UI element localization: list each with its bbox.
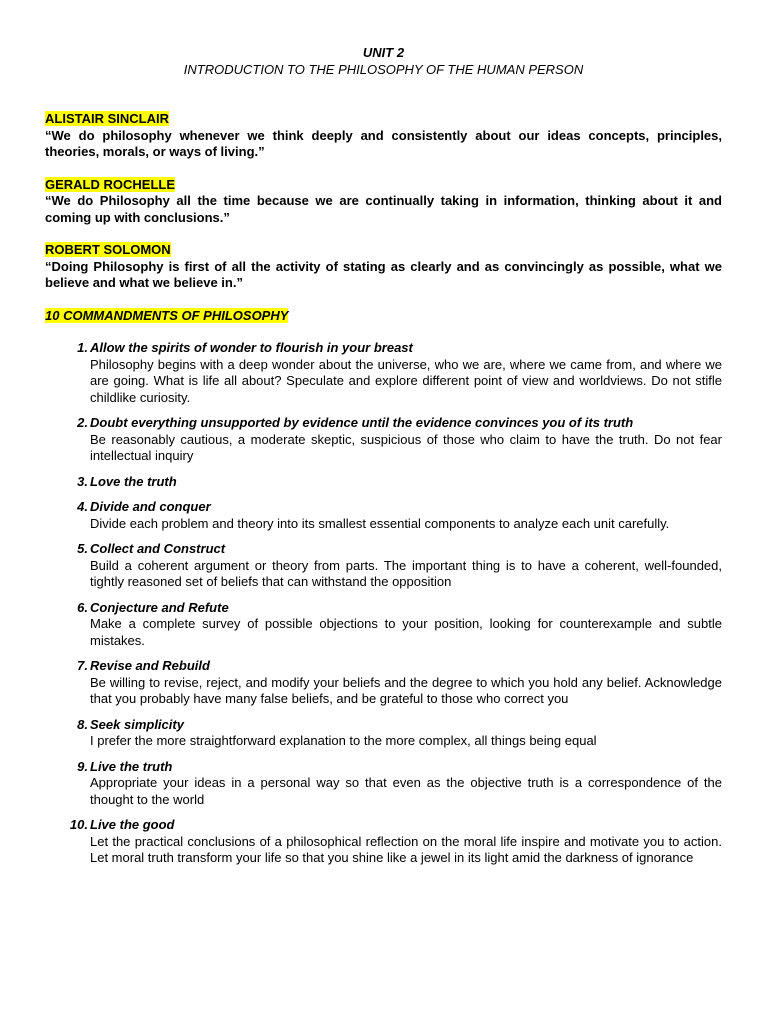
list-item-description: I prefer the more straightforward explanation to the more complex, all things being equal bbox=[90, 733, 597, 748]
list-item-description: Divide each problem and theory into its smallest essential components to analyze each unit carefully. bbox=[90, 515, 670, 531]
list-item-title: Doubt everything unsupported by evidence until the evidence convinces you of its truth bbox=[90, 415, 634, 430]
list-item-number: 6. bbox=[77, 599, 88, 615]
list-item bbox=[45, 717, 722, 750]
list-item-number: 8. bbox=[77, 716, 88, 732]
list-item-number: 4. bbox=[77, 499, 88, 514]
list-item bbox=[45, 474, 722, 491]
quote-block-sinclair bbox=[45, 111, 722, 161]
quote-text: “We do philosophy whenever we think deeply and consistently about our ideas concepts, principles, theories, morals, or ways of living.” bbox=[45, 127, 722, 159]
list-item-title: Love the truth bbox=[90, 473, 177, 489]
list-item-description: Let the practical conclusions of a philosophical reflection on the moral life inspire and motivate you to action. Let moral truth transform your life so that you shine like a jewel in its light amid the darkness of ignorance bbox=[90, 833, 722, 865]
list-item bbox=[45, 658, 722, 708]
list-item-title: Collect and Construct bbox=[90, 541, 226, 556]
list-item-title: Conjecture and Refute bbox=[90, 599, 229, 615]
quote-author: ALISTAIR SINCLAIR bbox=[45, 111, 169, 126]
list-item-number: 1. bbox=[77, 340, 88, 355]
list-item bbox=[45, 499, 722, 532]
quote-author: ROBERT SOLOMON bbox=[45, 242, 171, 257]
commandments-heading-row bbox=[45, 308, 722, 325]
list-item-number: 9. bbox=[77, 758, 88, 774]
list-item-number: 3. bbox=[77, 473, 88, 489]
list-item bbox=[45, 759, 722, 809]
quote-text: “We do Philosophy all the time because we are continually taking in information, thinking about it and coming up with conclusions.” bbox=[45, 193, 722, 225]
list-item-number: 10. bbox=[69, 817, 88, 832]
commandments-list bbox=[45, 340, 722, 867]
quote-author: GERALD ROCHELLE bbox=[45, 176, 175, 192]
document-subtitle: INTRODUCTION TO THE PHILOSOPHY OF THE HUMAN PERSON bbox=[183, 61, 584, 77]
list-item-description: Build a coherent argument or theory from parts. The important thing is to have a coherent, well-founded, tightly reasoned set of beliefs that can withstand the opposition bbox=[90, 557, 722, 589]
list-item bbox=[45, 340, 722, 406]
document-header bbox=[45, 45, 722, 78]
quote-block-solomon bbox=[45, 242, 722, 292]
unit-title: UNIT 2 bbox=[362, 45, 405, 60]
list-item-description: Be willing to revise, reject, and modify your beliefs and the degree to which you hold any belief. Acknowledge that you probably have many false beliefs, and be grateful to those who correct you bbox=[90, 674, 722, 706]
list-item-description: Make a complete survey of possible objections to your position, looking for counterexample and subtle mistakes. bbox=[90, 616, 722, 648]
quote-block-rochelle bbox=[45, 177, 722, 227]
list-item-title: Divide and conquer bbox=[90, 499, 211, 514]
list-item-number: 7. bbox=[77, 658, 88, 673]
list-item bbox=[45, 541, 722, 591]
list-item-number: 2. bbox=[77, 415, 88, 430]
list-item-description: Philosophy begins with a deep wonder about the universe, who we are, where we came from, and where we are going. What is life all about? Speculate and explore different point of view and worldviews. Do not stifle childlike curiosity. bbox=[90, 356, 722, 405]
quote-text: “Doing Philosophy is first of all the activity of stating as clearly and as convincingly as possible, what we believe and what we believe in.” bbox=[45, 258, 722, 290]
list-item bbox=[45, 415, 722, 465]
list-item-title: Live the truth bbox=[90, 758, 173, 774]
list-item-description: Be reasonably cautious, a moderate skeptic, suspicious of those who claim to have the truth. Do not fear intellectual inquiry bbox=[90, 431, 722, 463]
list-item-title: Allow the spirits of wonder to flourish in your breast bbox=[90, 340, 413, 355]
list-item-title: Seek simplicity bbox=[90, 716, 184, 732]
list-item-description: Appropriate your ideas in a personal way so that even as the objective truth is a correspondence of the thought to the world bbox=[90, 775, 722, 807]
document-page bbox=[45, 45, 722, 867]
list-item bbox=[45, 817, 722, 867]
list-item-title: Revise and Rebuild bbox=[90, 658, 210, 673]
commandments-heading: 10 COMMANDMENTS OF PHILOSOPHY bbox=[45, 307, 289, 323]
list-item-number: 5. bbox=[77, 541, 88, 556]
list-item bbox=[45, 600, 722, 650]
list-item-title: Live the good bbox=[90, 817, 175, 832]
